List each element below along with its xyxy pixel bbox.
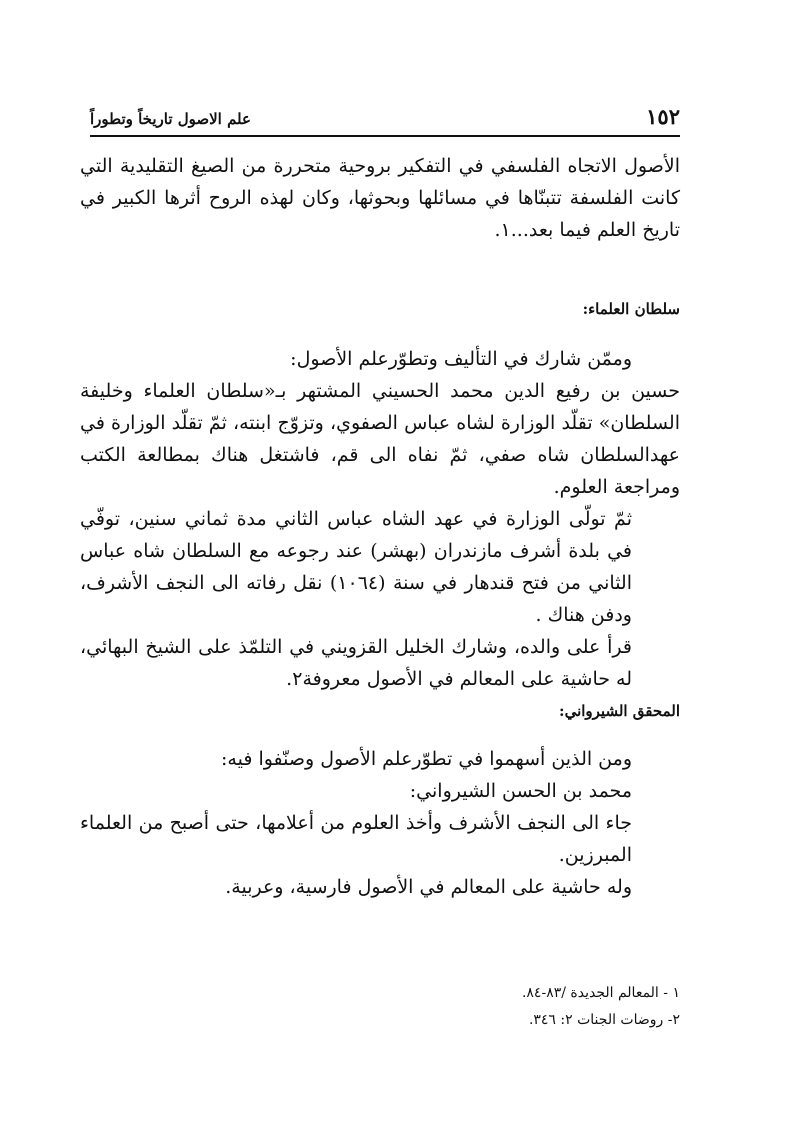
paragraph: قرأ على والده، وشارك الخليل القزويني في التلمّذ على الشيخ البهائي، له حاشية على المعالم في الأصول معروفة٢.: [80, 636, 632, 690]
footnotes: [522, 980, 680, 1034]
paragraph: ثمّ تولّى الوزارة في عهد الشاه عباس الثاني مدة ثماني سنين، توفّي في بلدة أشرف مازندران (بهشر) عند رجوعه مع السلطان شاه عباس الثاني من فتح قندهار في سنة (١٠٦٤) نقل رفاته الى النجف الأشرف، ودفن هناك .: [80, 508, 633, 626]
intro-paragraph: الأصول الاتجاه الفلسفي في التفكير بروحية متحررة من الصيغ التقليدية التي كانت الفلسفة تتبنّاها في مسائلها وبحوثها، وكان لهذه الروح أثرها الكبير في تاريخ العلم فيما بعد...١.: [80, 155, 680, 241]
page-number: ١٥٢: [646, 104, 680, 129]
section-heading-shirwani: المحقق الشيرواني:: [559, 702, 680, 720]
running-header: [90, 104, 680, 134]
paragraph: ومن الذين أسهموا في تطوّرعلم الأصول وصنّفوا فيه:: [221, 748, 632, 770]
intro-paragraph-block: [80, 150, 680, 246]
header-rule: [90, 135, 680, 137]
paragraph: وله حاشية على المعالم في الأصول فارسية، وعربية.: [225, 876, 632, 898]
section-sultan-al-ulama-body: [80, 343, 680, 695]
running-title: علم الاصول تاريخاً وتطوراً: [90, 110, 251, 128]
footnote: ٢- روضات الجنات ٢: ٣٤٦.: [528, 1012, 680, 1028]
section-heading-sultan-al-ulama: سلطان العلماء:: [582, 300, 680, 318]
paragraph: وممّن شارك في التأليف وتطوّرعلم الأصول:: [290, 348, 632, 370]
paragraph: حسين بن رفيع الدين محمد الحسيني المشتهر بـ«سلطان العلماء وخليفة السلطان» تقلّد الوزارة لشاه عباس الصفوي، وتزوّج ابنته، ثمّ تقلّد الوزارة في عهدالسلطان شاه صفي، ثمّ نفاه الى قم، فاشتغل هناك بمطالعة الكتب ومراجعة العلوم.: [80, 380, 680, 498]
paragraph: جاء الى النجف الأشرف وأخذ العلوم من أعلامها، حتى أصبح من العلماء المبرزين.: [80, 812, 632, 866]
paragraph: محمد بن الحسن الشيرواني:: [409, 780, 632, 802]
footnote: ١ - المعالم الجديدة /٨٣-٨٤.: [521, 985, 680, 1001]
section-shirwani-body: [80, 743, 680, 903]
